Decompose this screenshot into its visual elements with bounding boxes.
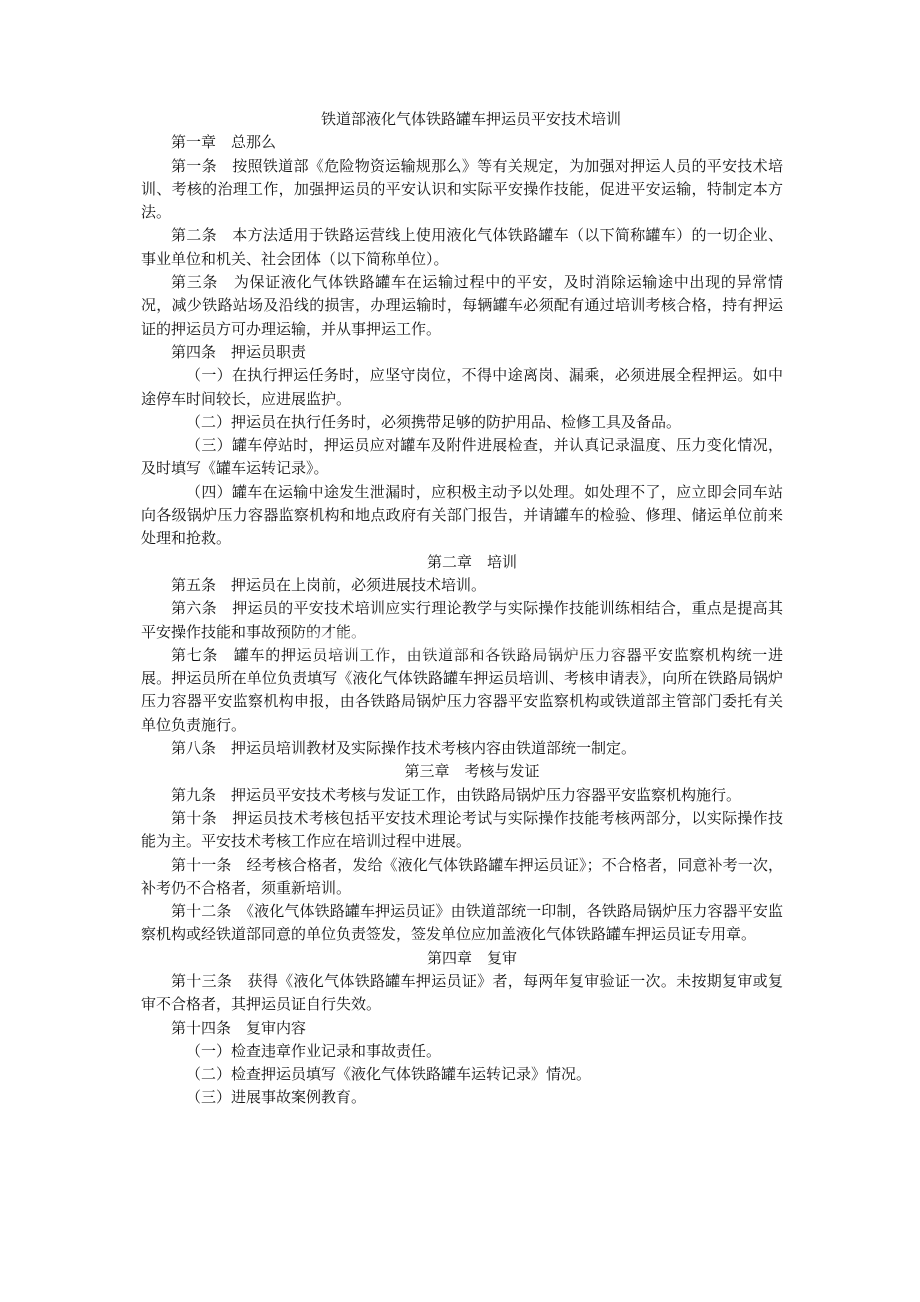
article-paragraph: 第五条 押运员在上岗前，必须进展技术培训。 [171, 575, 487, 594]
article-paragraph: 第三条 为保证液化气体铁路罐车在运输过程中的平安，及时消除运输途中出现的异常情况，减少铁路站场及沿线的损害，办理运输时，每辆罐车必须配有通过培训考核合格，持有押运证的押运员方可办理运输，并从事押运工作。 [141, 273, 783, 338]
document-body [141, 131, 783, 1109]
article-paragraph: 第一条 按照铁道部《危险物资运输规那么》等有关规定，为加强对押运人员的平安技术培训、考核的治理工作，加强押运员的平安认识和实际平安操作技能，促进平安运输，特制定本方法。 [141, 156, 783, 222]
clause-item: （一）在执行押运任务时，应坚守岗位，不得中途离岗、漏乘，必须进展全程押运。如中途停车时间较长，应进展监护。 [141, 366, 783, 408]
document-page [141, 108, 783, 1110]
article-paragraph: 第二条 本方法适用于铁路运营线上使用液化气体铁路罐车（以下简称罐车）的一切企业、事业单位和机关、社会团体（以下简称单位）。 [141, 226, 783, 268]
clause-item: （三）罐车停站时，押运员应对罐车及附件进展检查，并认真记录温度、压力变化情况，及时填写《罐车运转记录》。 [141, 436, 783, 478]
chapter-heading: 第一章 总那么 [171, 133, 277, 152]
article-paragraph: 第七条 罐车的押运员培训工作，由铁道部和各铁路局锅炉压力容器平安监察机构统一进展。押运员所在单位负责填写《液化气体铁路罐车押运员培训、考核申请表》，向所在铁路局锅炉压力容器平安监察机构申报，由各铁路局锅炉压力容器平安监察机构或铁道部主管部门委托有关单位负责施行。 [141, 645, 783, 734]
article-paragraph: 第九条 押运员平安技术考核与发证工作，由铁路局锅炉压力容器平安监察机构施行。 [171, 785, 742, 804]
watermark-overlay [300, 632, 630, 652]
chapter-heading: 第二章 培训 [426, 552, 517, 571]
chapter-heading: 第三章 考核与发证 [404, 762, 540, 781]
article-paragraph: 第十一条 经考核合格者，发给《液化气体铁路罐车押运员证》；不合格者，同意补考一次，补考仍不合格者，须重新培训。 [141, 855, 783, 897]
article-paragraph: 第六条 押运员的平安技术培训应实行理论教学与实际操作技能训练相结合，重点是提高其平安操作技能和事故预防的才能。 [141, 599, 783, 641]
clause-item: （二）检查押运员填写《液化气体铁路罐车运转记录》情况。 [186, 1065, 592, 1084]
clause-item: （二）押运员在执行任务时，必须携带足够的防护用品、检修工具及备品。 [186, 412, 682, 431]
article-paragraph: 第十二条 《液化气体铁路罐车押运员证》由铁道部统一印制，各铁路局锅炉压力容器平安监察机构或经铁道部同意的单位负责签发，签发单位应加盖液化气体铁路罐车押运员证专用章。 [141, 902, 783, 944]
article-paragraph: 第八条 押运员培训教材及实际操作技术考核内容由铁道部统一制定。 [171, 739, 637, 758]
article-paragraph: 第四条 押运员职责 [171, 342, 307, 361]
article-paragraph: 第十四条 复审内容 [171, 1018, 307, 1037]
clause-item: （一）检查违章作业记录和事故责任。 [186, 1041, 442, 1060]
document-title: 铁道部液化气体铁路罐车押运员平安技术培训 [320, 110, 621, 128]
clause-item: （四）罐车在运输中途发生泄漏时，应积极主动予以处理。如处理不了，应立即会同车站向各级锅炉压力容器监察机构和地点政府有关部门报告，并请罐车的检验、修理、储运单位前来处理和抢救。 [141, 482, 783, 548]
article-paragraph: 第十三条 获得《液化气体铁路罐车押运员证》者，每两年复审验证一次。未按期复审或复审不合格者，其押运员证自行失效。 [141, 971, 783, 1014]
chapter-heading: 第四章 复审 [426, 948, 517, 967]
clause-item: （三）进展事故案例教育。 [186, 1088, 367, 1107]
article-paragraph: 第十条 押运员技术考核包括平安技术理论考试与实际操作技能考核两部分，以实际操作技能为主。平安技术考核工作应在培训过程中进展。 [141, 808, 783, 851]
